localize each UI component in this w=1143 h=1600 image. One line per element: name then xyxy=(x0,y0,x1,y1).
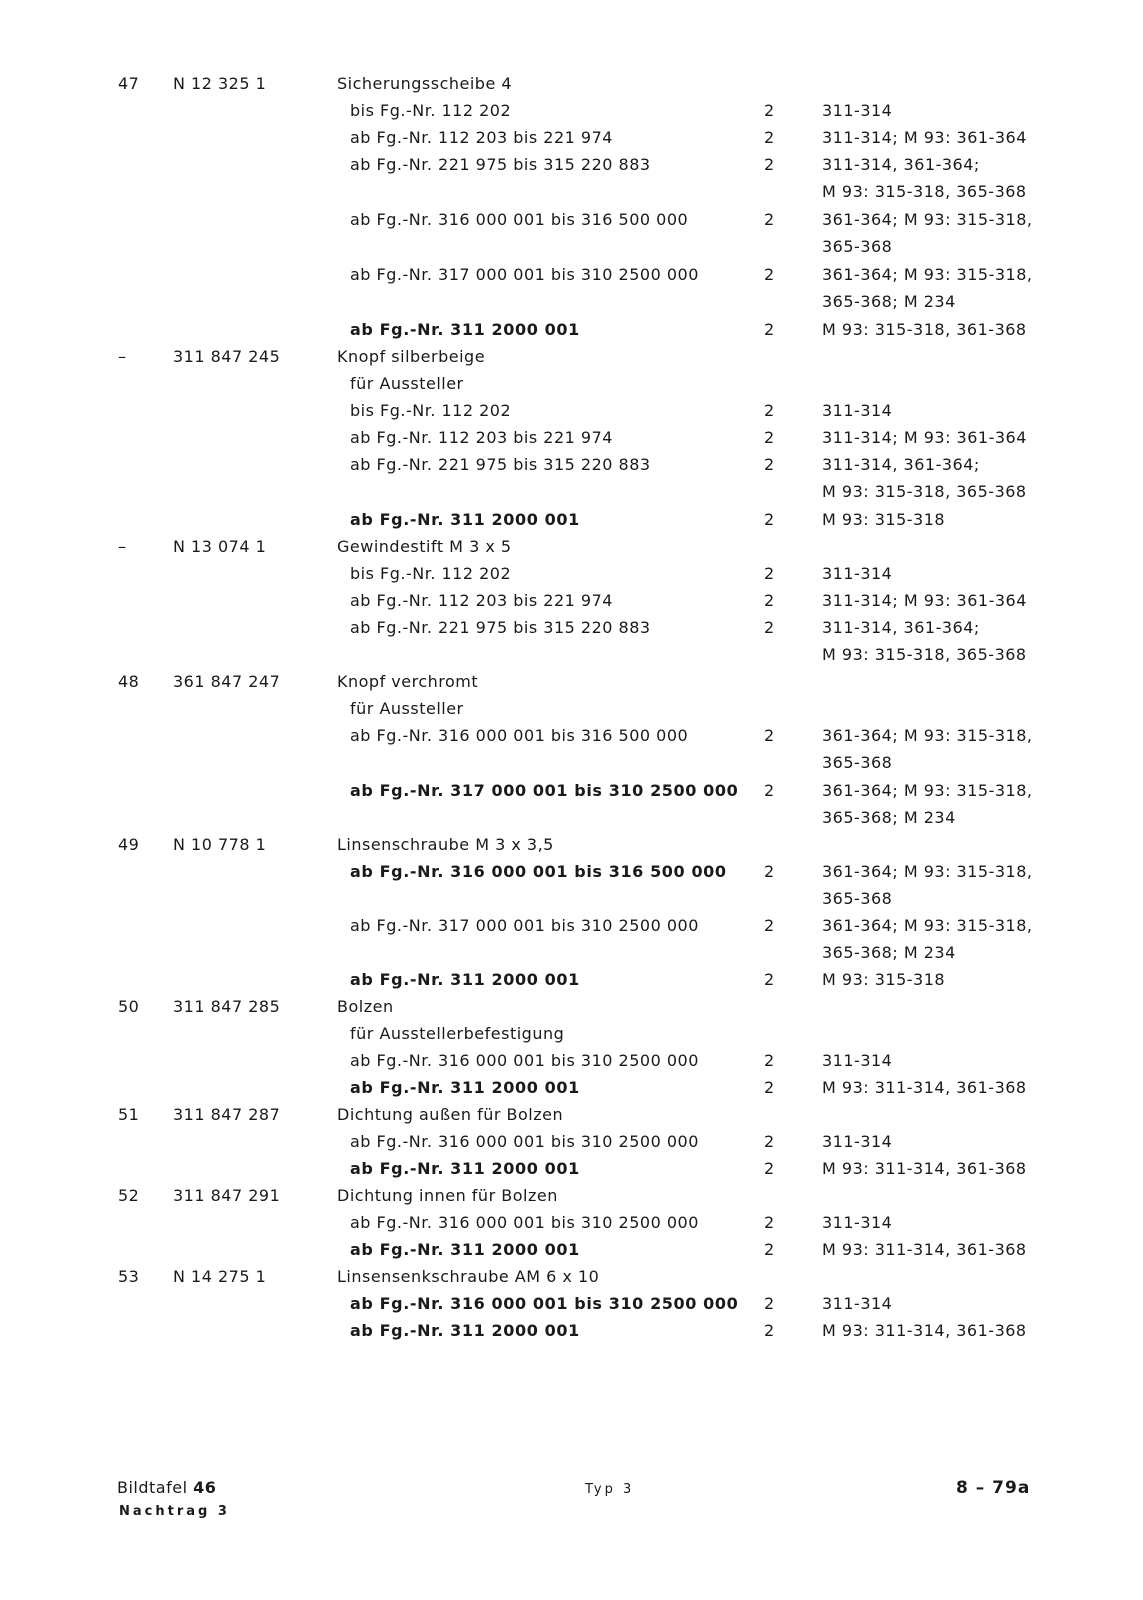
description: ab Fg.-Nr. 311 2000 001 xyxy=(350,320,580,339)
table-row xyxy=(0,885,1143,912)
quantity: 2 xyxy=(764,1159,775,1178)
quantity: 2 xyxy=(764,455,775,474)
description: Dichtung außen für Bolzen xyxy=(337,1105,564,1124)
table-row xyxy=(0,1290,1143,1317)
item-position: 51 xyxy=(118,1105,140,1124)
description: ab Fg.-Nr. 311 2000 001 xyxy=(350,1240,580,1259)
table-row xyxy=(0,560,1143,587)
model-applicability: 365-368 xyxy=(822,237,893,256)
table-row xyxy=(0,424,1143,451)
model-applicability: 311-314; M 93: 361-364 xyxy=(822,428,1027,447)
description: ab Fg.-Nr. 316 000 001 bis 310 2500 000 xyxy=(350,1132,699,1151)
table-row xyxy=(0,261,1143,288)
description: ab Fg.-Nr. 112 203 bis 221 974 xyxy=(350,591,613,610)
description: ab Fg.-Nr. 221 975 bis 315 220 883 xyxy=(350,618,651,637)
description: ab Fg.-Nr. 112 203 bis 221 974 xyxy=(350,128,613,147)
table-row xyxy=(0,614,1143,641)
part-number: N 14 275 1 xyxy=(173,1267,267,1286)
quantity: 2 xyxy=(764,862,775,881)
quantity: 2 xyxy=(764,401,775,420)
table-row xyxy=(0,451,1143,478)
model-applicability: 361-364; M 93: 315-318, xyxy=(822,862,1033,881)
description: ab Fg.-Nr. 311 2000 001 xyxy=(350,1078,580,1097)
table-row xyxy=(0,1317,1143,1344)
plate-number: 46 xyxy=(193,1478,217,1497)
model-applicability: 365-368 xyxy=(822,753,893,772)
part-number: 361 847 247 xyxy=(173,672,281,691)
quantity: 2 xyxy=(764,618,775,637)
part-number: 311 847 285 xyxy=(173,997,281,1016)
description: Gewindestift M 3 x 5 xyxy=(337,537,512,556)
model-applicability: 365-368; M 234 xyxy=(822,943,956,962)
quantity: 2 xyxy=(764,1321,775,1340)
part-number: N 13 074 1 xyxy=(173,537,267,556)
model-applicability: 361-364; M 93: 315-318, xyxy=(822,726,1033,745)
quantity: 2 xyxy=(764,1294,775,1313)
part-number: N 10 778 1 xyxy=(173,835,267,854)
table-row xyxy=(0,1182,1143,1209)
quantity: 2 xyxy=(764,128,775,147)
table-row xyxy=(0,288,1143,315)
table-row xyxy=(0,1020,1143,1047)
quantity: 2 xyxy=(764,210,775,229)
model-applicability: 361-364; M 93: 315-318, xyxy=(822,210,1033,229)
part-number: N 12 325 1 xyxy=(173,74,267,93)
plate-label: Bildtafel xyxy=(117,1478,188,1497)
model-applicability: M 93: 311-314, 361-368 xyxy=(822,1159,1027,1178)
table-row xyxy=(0,831,1143,858)
description: ab Fg.-Nr. 316 000 001 bis 310 2500 000 xyxy=(350,1051,699,1070)
table-row xyxy=(0,1236,1143,1263)
quantity: 2 xyxy=(764,155,775,174)
quantity: 2 xyxy=(764,320,775,339)
table-row xyxy=(0,151,1143,178)
table-row xyxy=(0,70,1143,97)
model-applicability: 311-314, 361-364; xyxy=(822,455,980,474)
table-row xyxy=(0,993,1143,1020)
part-number: 311 847 291 xyxy=(173,1186,281,1205)
item-position: 52 xyxy=(118,1186,140,1205)
table-row xyxy=(0,533,1143,560)
item-position: – xyxy=(118,537,127,556)
quantity: 2 xyxy=(764,1051,775,1070)
description: ab Fg.-Nr. 311 2000 001 xyxy=(350,1159,580,1178)
description: ab Fg.-Nr. 311 2000 001 xyxy=(350,970,580,989)
description: Linsensenkschraube AM 6 x 10 xyxy=(337,1267,600,1286)
description: ab Fg.-Nr. 316 000 001 bis 316 500 000 xyxy=(350,210,689,229)
model-applicability: 311-314 xyxy=(822,101,893,120)
model-applicability: 361-364; M 93: 315-318, xyxy=(822,265,1033,284)
table-row xyxy=(0,912,1143,939)
table-row xyxy=(0,178,1143,205)
table-row xyxy=(0,370,1143,397)
quantity: 2 xyxy=(764,510,775,529)
quantity: 2 xyxy=(764,1132,775,1151)
model-applicability: 311-314 xyxy=(822,1051,893,1070)
part-number: 311 847 287 xyxy=(173,1105,281,1124)
footer-type: Typ 3 xyxy=(585,1482,635,1497)
part-number: 311 847 245 xyxy=(173,347,281,366)
table-row xyxy=(0,1074,1143,1101)
table-row xyxy=(0,777,1143,804)
model-applicability: 311-314 xyxy=(822,564,893,583)
quantity: 2 xyxy=(764,265,775,284)
item-position: – xyxy=(118,347,127,366)
model-applicability: M 93: 311-314, 361-368 xyxy=(822,1240,1027,1259)
item-position: 53 xyxy=(118,1267,140,1286)
table-row xyxy=(0,1155,1143,1182)
model-applicability: 311-314; M 93: 361-364 xyxy=(822,128,1027,147)
table-row xyxy=(0,858,1143,885)
description: Sicherungsscheibe 4 xyxy=(337,74,513,93)
quantity: 2 xyxy=(764,1240,775,1259)
table-row xyxy=(0,316,1143,343)
description: für Aussteller xyxy=(350,374,464,393)
model-applicability: M 93: 315-318, 365-368 xyxy=(822,645,1027,664)
quantity: 2 xyxy=(764,101,775,120)
description: ab Fg.-Nr. 316 000 001 bis 310 2500 000 xyxy=(350,1294,739,1313)
description: Dichtung innen für Bolzen xyxy=(337,1186,558,1205)
description: für Aussteller xyxy=(350,699,464,718)
item-position: 47 xyxy=(118,74,140,93)
model-applicability: 365-368 xyxy=(822,889,893,908)
table-row xyxy=(0,206,1143,233)
table-row xyxy=(0,641,1143,668)
model-applicability: 365-368; M 234 xyxy=(822,292,956,311)
description: ab Fg.-Nr. 316 000 001 bis 316 500 000 xyxy=(350,726,689,745)
description: ab Fg.-Nr. 311 2000 001 xyxy=(350,1321,580,1340)
description: Knopf silberbeige xyxy=(337,347,486,366)
model-applicability: 311-314 xyxy=(822,1213,893,1232)
description: ab Fg.-Nr. 221 975 bis 315 220 883 xyxy=(350,455,651,474)
table-row xyxy=(0,749,1143,776)
table-row xyxy=(0,97,1143,124)
description: ab Fg.-Nr. 317 000 001 bis 310 2500 000 xyxy=(350,781,739,800)
table-row xyxy=(0,343,1143,370)
description: bis Fg.-Nr. 112 202 xyxy=(350,401,512,420)
model-applicability: 311-314 xyxy=(822,401,893,420)
table-row xyxy=(0,804,1143,831)
model-applicability: 311-314 xyxy=(822,1294,893,1313)
footer-page-number: 8 – 79a xyxy=(956,1478,1031,1498)
model-applicability: 365-368; M 234 xyxy=(822,808,956,827)
quantity: 2 xyxy=(764,564,775,583)
model-applicability: 361-364; M 93: 315-318, xyxy=(822,916,1033,935)
model-applicability: 311-314, 361-364; xyxy=(822,155,980,174)
footer-supplement: Nachtrag 3 xyxy=(119,1504,230,1519)
table-row xyxy=(0,939,1143,966)
description: Bolzen xyxy=(337,997,394,1016)
item-position: 49 xyxy=(118,835,140,854)
table-row xyxy=(0,1209,1143,1236)
description: ab Fg.-Nr. 317 000 001 bis 310 2500 000 xyxy=(350,265,699,284)
item-position: 50 xyxy=(118,997,140,1016)
quantity: 2 xyxy=(764,1213,775,1232)
item-position: 48 xyxy=(118,672,140,691)
model-applicability: M 93: 315-318 xyxy=(822,970,946,989)
model-applicability: M 93: 311-314, 361-368 xyxy=(822,1078,1027,1097)
description: ab Fg.-Nr. 316 000 001 bis 316 500 000 xyxy=(350,862,727,881)
table-row xyxy=(0,1128,1143,1155)
quantity: 2 xyxy=(764,726,775,745)
model-applicability: 311-314 xyxy=(822,1132,893,1151)
model-applicability: M 93: 311-314, 361-368 xyxy=(822,1321,1027,1340)
table-row xyxy=(0,668,1143,695)
description: ab Fg.-Nr. 316 000 001 bis 310 2500 000 xyxy=(350,1213,699,1232)
model-applicability: M 93: 315-318, 365-368 xyxy=(822,482,1027,501)
quantity: 2 xyxy=(764,428,775,447)
description: für Ausstellerbefestigung xyxy=(350,1024,565,1043)
quantity: 2 xyxy=(764,1078,775,1097)
table-row xyxy=(0,695,1143,722)
description: bis Fg.-Nr. 112 202 xyxy=(350,564,512,583)
model-applicability: M 93: 315-318, 365-368 xyxy=(822,182,1027,201)
model-applicability: 311-314; M 93: 361-364 xyxy=(822,591,1027,610)
description: ab Fg.-Nr. 311 2000 001 xyxy=(350,510,580,529)
table-row xyxy=(0,478,1143,505)
model-applicability: M 93: 315-318, 361-368 xyxy=(822,320,1027,339)
table-row xyxy=(0,124,1143,151)
table-row xyxy=(0,722,1143,749)
description: Knopf verchromt xyxy=(337,672,479,691)
model-applicability: 311-314, 361-364; xyxy=(822,618,980,637)
table-row xyxy=(0,1047,1143,1074)
table-row xyxy=(0,966,1143,993)
table-row xyxy=(0,397,1143,424)
table-row xyxy=(0,1263,1143,1290)
quantity: 2 xyxy=(764,591,775,610)
footer-plate xyxy=(117,1478,216,1497)
quantity: 2 xyxy=(764,781,775,800)
table-row xyxy=(0,1101,1143,1128)
table-row xyxy=(0,506,1143,533)
table-row xyxy=(0,233,1143,260)
description: ab Fg.-Nr. 112 203 bis 221 974 xyxy=(350,428,613,447)
quantity: 2 xyxy=(764,970,775,989)
quantity: 2 xyxy=(764,916,775,935)
description: ab Fg.-Nr. 221 975 bis 315 220 883 xyxy=(350,155,651,174)
description: bis Fg.-Nr. 112 202 xyxy=(350,101,512,120)
table-row xyxy=(0,587,1143,614)
model-applicability: M 93: 315-318 xyxy=(822,510,946,529)
model-applicability: 361-364; M 93: 315-318, xyxy=(822,781,1033,800)
description: Linsenschraube M 3 x 3,5 xyxy=(337,835,554,854)
description: ab Fg.-Nr. 317 000 001 bis 310 2500 000 xyxy=(350,916,699,935)
